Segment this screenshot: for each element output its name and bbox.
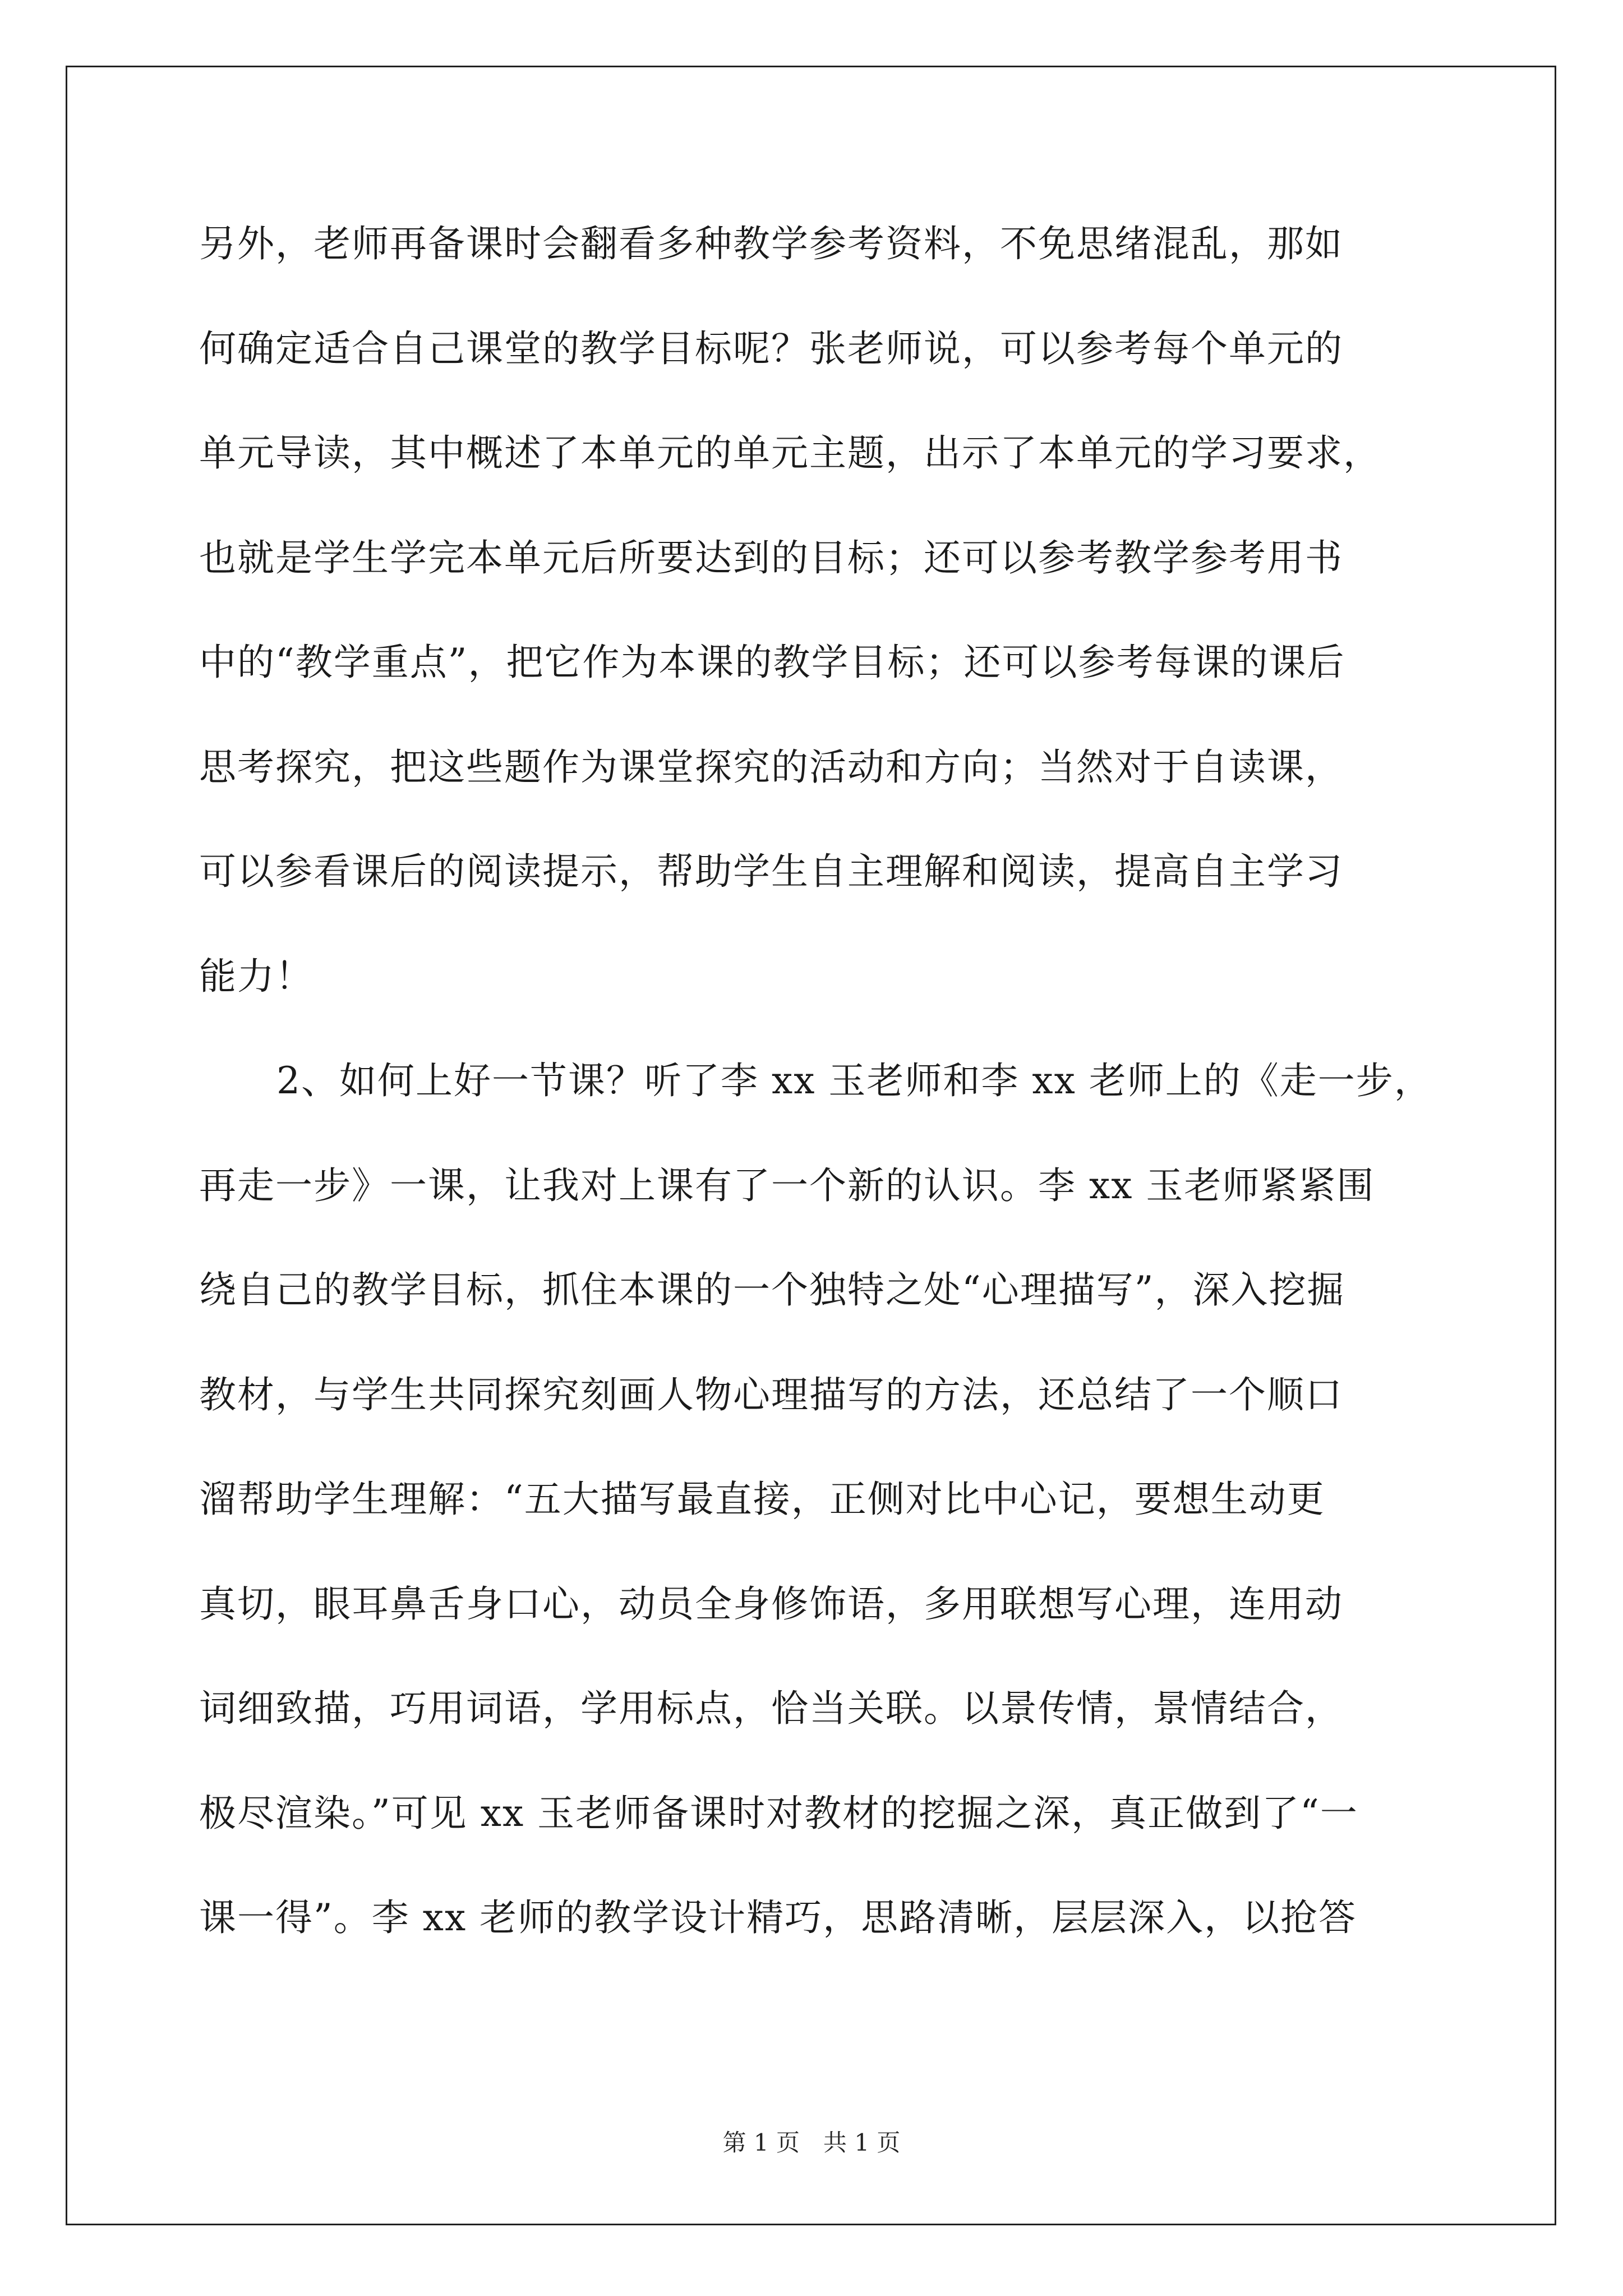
text-line: 教材，与学生共同探究刻画人物心理描写的方法，还总结了一个顺口 [199,1373,1343,1416]
text-line: 思考探究，把这些题作为课堂探究的活动和方向；当然对于自读课， [199,745,1343,789]
text-line: 单元导读，其中概述了本单元的单元主题，出示了本单元的学习要求， [199,431,1381,475]
text-line: 能力！ [199,954,313,998]
text-line: 2、如何上好一节课？听了李 xx 玉老师和李 xx 老师上的《走一步， [200,1059,1432,1102]
text-line: 极尽渲染。”可见 xx 玉老师备课时对教材的挖掘之深，真正做到了“一 [199,1791,1358,1835]
text-line: 另外，老师再备课时会翻看多种教学参考资料，不免思绪混乱，那如 [199,222,1343,265]
text-line: 课一得”。李 xx 老师的教学设计精巧，思路清晰，层层深入，以抢答 [199,1896,1357,1939]
document-body [199,210,1433,1989]
text-line: 可以参看课后的阅读提示，帮助学生自主理解和阅读，提高自主学习 [199,850,1343,893]
text-line: 溜帮助学生理解：“五大描写最直接，正侧对比中心记，要想生动更 [199,1478,1325,1521]
text-line: 何确定适合自己课堂的教学目标呢？张老师说，可以参考每个单元的 [199,326,1343,370]
page-footer: 第 1 页 共 1 页 [722,2129,901,2156]
text-line: 绕自己的教学目标，抓住本课的一个独特之处“心理描写”，深入挖掘 [199,1268,1345,1312]
text-line: 中的“教学重点”，把它作为本课的教学目标；还可以参考每课的课后 [199,641,1345,684]
text-line: 再走一步》一课，让我对上课有了一个新的认识。李 xx 玉老师紧紧围 [199,1163,1375,1207]
text-line: 词细致描，巧用词语，学用标点，恰当关联。以景传情，景情结合， [199,1687,1343,1730]
text-line: 真切，眼耳鼻舌身口心，动员全身修饰语，多用联想写心理，连用动 [199,1582,1343,1626]
text-line: 也就是学生学完本单元后所要达到的目标；还可以参考教学参考用书 [199,536,1343,579]
